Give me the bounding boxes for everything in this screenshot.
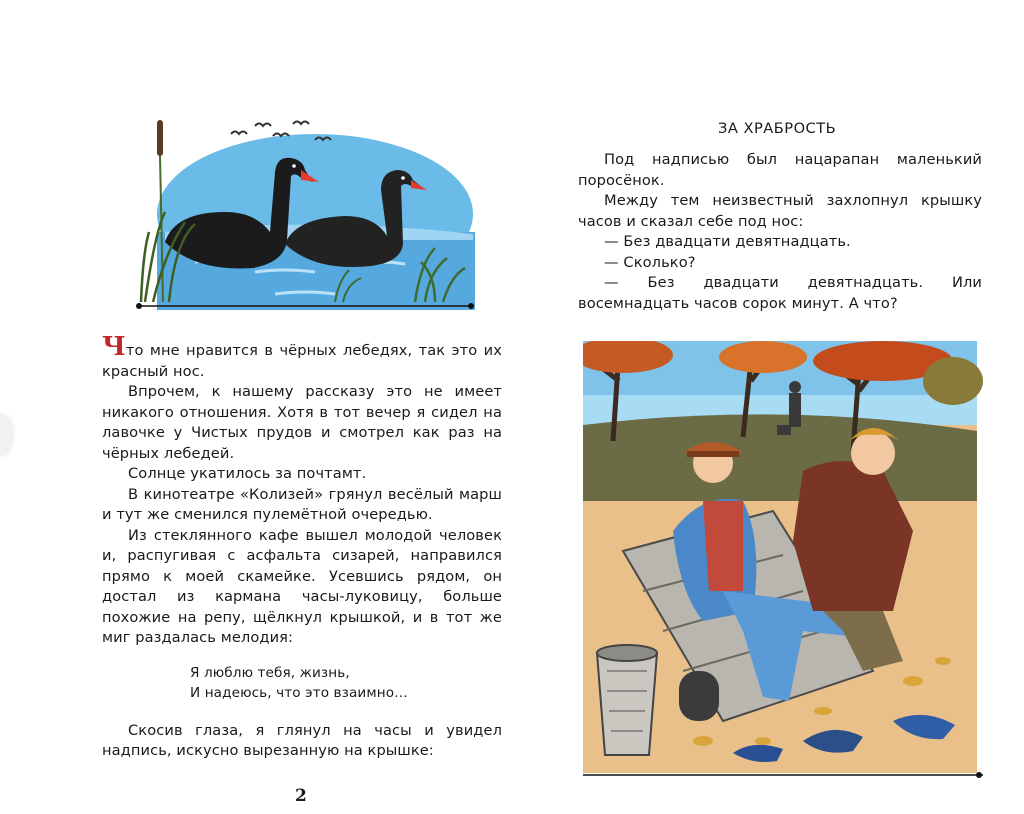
paragraph-4: В кинотеатре «Колизей» грянул весёлый марш и тут же сменился пулемётной очередью. [102,485,502,523]
verse-line-1: Я люблю тебя, жизнь, [190,664,350,681]
dialogue-1: — Без двадцати девятнадцать. [604,233,851,250]
paragraph-5: Из стеклянного кафе вышел молодой человек и, распугивая с асфальта сизарей, направился прямо к моей скамейке. Усевшись рядом, он достал из кармана часы-луковицу, больше похожие на репу, щёлкнул крышкой, и в тот же миг раздалась мелодия: [102,526,502,646]
page-number: 2 [295,786,307,806]
rule-dot-right [468,303,474,309]
paragraph-3: Солнце укатилось за почтамт. [128,465,367,482]
dialogue-2: — Сколько? [604,253,696,271]
dialogue-3: — Без двадцати девятнадцать. Или восемнадцать часов сорок минут. А что? [578,274,982,312]
drop-cap: Ч [102,332,126,362]
paragraph-6: Скосив глаза, я глянул на часы и увидел надпись, искусно вырезанную на крышке: [102,721,502,759]
black-swans-illustration [135,112,475,312]
page-turn-handle[interactable] [0,415,12,455]
trash-bin [597,645,657,755]
park-bench-illustration [583,341,983,781]
rule-dot-right [976,772,982,778]
paragraph-1: Под надписью был нацарапан маленький поросёнок. [578,151,982,189]
verse-line-2: И надеюсь, что это взаимно… [190,684,408,701]
paragraph-1: Что мне нравится в чёрных лебедях, так это их красный нос. [102,332,502,380]
rule-dot-left [136,303,142,309]
paragraph-2: Между тем неизвестный захлопнул крышку часов и сказал себе под нос: [578,192,982,230]
song-verse [190,663,502,703]
story-text-left [102,332,502,762]
story-text-right [578,150,982,314]
paragraph-2: Впрочем, к нашему рассказу это не имеет никакого отношения. Хотя в тот вечер я сидел на лавочке у Чистых прудов и смотрел как раз на чёрных лебедей. [102,383,502,462]
chapter-title: ЗА ХРАБРОСТЬ [718,120,837,137]
